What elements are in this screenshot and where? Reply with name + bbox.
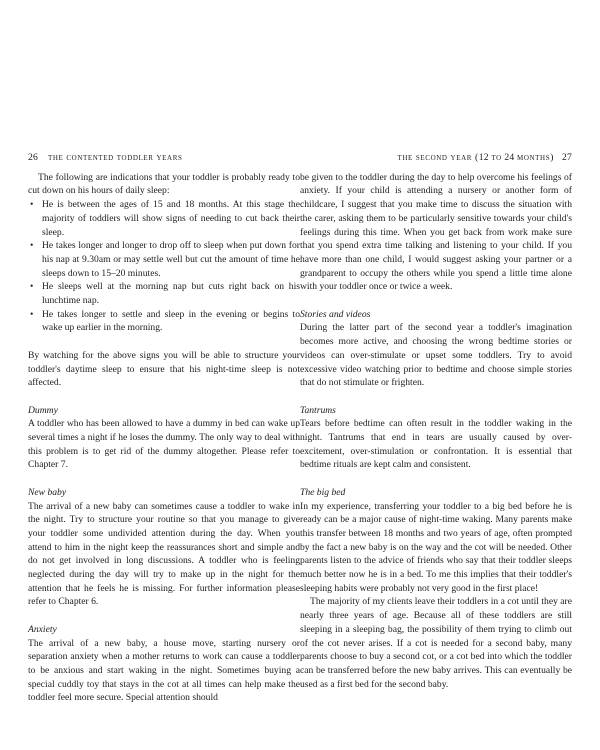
section-heading-big-bed: The big bed: [300, 486, 346, 498]
section-heading-tantrums: Tantrums: [300, 404, 336, 416]
left-page: [28, 151, 300, 705]
section-text-big-bed-2: The majority of my clients leave their toddlers in a cot until they are nearly three years of age. Because all of these toddlers are still sleeping in a sleeping bag, the possibility of them trying to climb out of the cot never arises. If a cot is needed for a second baby, many parents choose to buy a second cot, or a cot bed into which the toddler can be transferred before the new baby arrives. This can eventually be used as a first bed for the second baby.: [300, 596, 572, 690]
continuation-paragraph: be given to the toddler during the day to help overcome his feelings of anxiety. If your child is attending a nursery or another form of childcare, I suggest that you make time to discuss the situation with the carer, asking them to be particularly sensitive towards your child's feelings during this time. When you get back from work make sure that you spend extra time talking and listening to your child. If you have more than one child, I would suggest asking your partner or a grandparent to occupy the others while you spend a little time alone with your toddler once or twice a week.: [300, 171, 572, 293]
page-number-left: 26: [28, 152, 38, 163]
section-heading-new-baby: New baby: [28, 486, 67, 498]
right-page: [300, 151, 572, 691]
intro-paragraph: The following are indications that your toddler is probably ready to cut down on his hours of daily sleep:: [28, 171, 300, 197]
list-item: • He sleeps well at the morning nap but cuts right back on his lunchtime nap.: [30, 281, 300, 307]
list-item: • He takes longer and longer to drop off to sleep when put down for his nap at 9.30am or may settle well but cut the amount of time he sleeps down to 15–20 minutes.: [30, 240, 300, 279]
running-head-left: [28, 151, 300, 165]
bullet-icon: •: [30, 281, 34, 293]
section-text-anxiety: The arrival of a new baby, a house move, starting nursery or separation anxiety when a mother returns to work can cause a toddler to be anxious and start waking in the night. Sometimes buying a special cuddly toy that stays in the cot at all times can help make the toddler feel more secure. Special attention should: [28, 637, 300, 704]
section-text-stories: During the latter part of the second year a toddler's imagination becomes more active, and choosing the wrong bedtime stories or videos can over-stimulate or upset some toddlers. Try to avoid excessive video watching prior to bedtime and choose simple stories that do not stimulate or frighten.: [300, 322, 572, 389]
section-text-new-baby: The arrival of a new baby can sometimes cause a toddler to wake in the night. Try to structure your routine so that you manage to give your toddler some undivided attention during the day. When you attend to him in the night keep the reassurances short and simple and do not get involved in long discussions. A toddler who is feeling neglected during the day will try to make up in the night for the attention that he feels he is missing. For further information please refer to Chapter 6.: [28, 500, 300, 608]
list-item: • He is between the ages of 15 and 18 months. At this stage the majority of toddlers will show signs of needing to cut back their sleep.: [30, 199, 300, 238]
bullet-icon: •: [30, 240, 34, 252]
page-number-right: 27: [562, 152, 572, 163]
sleep-indications-list: [28, 198, 300, 335]
list-item: • He takes longer to settle and sleep in the evening or begins to wake up earlier in the morning.: [30, 308, 300, 334]
after-bullets-paragraph: By watching for the above signs you will be able to structure your toddler's daytime sleep to ensure that his night-time sleep is not affected.: [28, 349, 300, 389]
running-head-title-left: the contented toddler years: [48, 152, 183, 163]
bullet-icon: •: [30, 199, 34, 211]
bullet-icon: •: [30, 308, 34, 320]
section-heading-dummy: Dummy: [28, 404, 58, 416]
section-heading-anxiety: Anxiety: [28, 623, 57, 635]
section-text-dummy: A toddler who has been allowed to have a dummy in bed can wake up several times a night if he loses the dummy. The only way to deal with this problem is to get rid of the dummy altogether. Please refer to Chapter 7.: [28, 418, 300, 471]
section-heading-stories: Stories and videos: [300, 308, 371, 320]
running-head-right: [300, 151, 572, 165]
section-text-tantrums: Tears before bedtime can often result in the toddler waking in the night. Tantrums that end in tears are usually caused by over-excitement, over-stimulation or confrontation. It is essential that bedtime rituals are kept calm and consistent.: [300, 418, 572, 471]
running-head-title-right: the second year (12 to 24 months): [397, 152, 554, 163]
section-text-big-bed: In my experience, transferring your toddler to a big bed before he is ready can be a major cause of night-time waking. Many parents make this transfer between 18 months and two years of age, often prompted by the fact a new baby is on the way and the cot will be needed. Other parents listen to the advice of friends who say that their toddler sleeps much better now he is in a bed. To me this implies that their toddler's sleeping habits were probably not very good in the first place!: [300, 500, 572, 594]
